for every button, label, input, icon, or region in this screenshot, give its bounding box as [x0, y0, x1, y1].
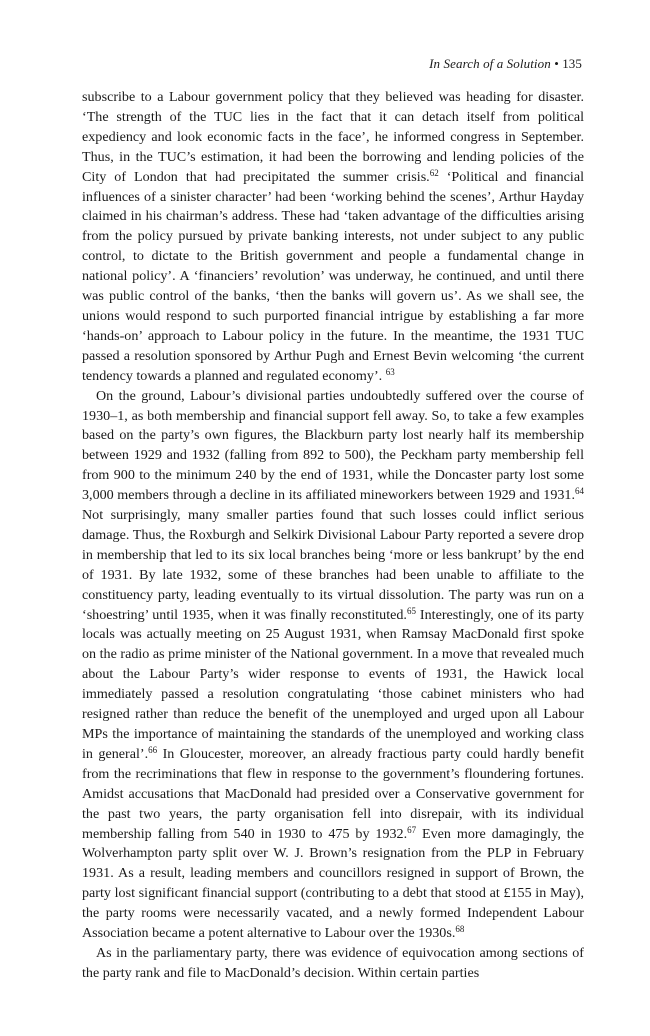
footnote-marker: 67: [407, 824, 417, 835]
text-run: On the ground, Labour’s divisional parties undoubtedly suffered over the course of 1930–1, as both membership and financial support fell away. So, to take a few examples based on the party’s own figures, the Blackburn party lost nearly half its membership between 1929 and 1932 (falling from 892 to 500), the Peckham party membership fell from 900 to the minimum 240 by the end of 1931, while the Doncaster party lost some 3,000 members through a decline in its affiliated mineworkers between 1929 and 1931.: [82, 387, 584, 504]
page-number: 135: [562, 56, 582, 71]
running-head: [429, 56, 582, 72]
footnote-marker: 63: [385, 366, 395, 377]
footnote-marker: 66: [148, 744, 158, 755]
footnote-marker: 62: [429, 167, 439, 178]
body-text: [82, 88, 584, 984]
footnote-marker: 68: [455, 924, 465, 935]
paragraph: [82, 88, 584, 387]
footnote-marker: 65: [406, 605, 416, 616]
text-run: Even more damagingly, the Wolverhampton party split over W. J. Brown’s resignation from the PLP in February 1931. As a result, leading members and councillors resigned in support of Brown, the party lost significant financial support (contributing to a debt that stood at £155 in May), the party rooms were necessarily vacated, and a newly formed Independent Labour Association became a potent alternative to Labour over the 1930s.: [82, 825, 584, 942]
footnote-marker: 64: [575, 486, 584, 497]
paragraph: [82, 387, 584, 944]
running-head-title: In Search of a Solution: [429, 56, 551, 71]
text-run: Not surprisingly, many smaller parties found that such losses could inflict serious damage. Thus, the Roxburgh and Selkirk Divisional Labour Party reported a severe drop in membership that led to its six local branches being ‘more or less bankrupt’ by the end of 1931. By late 1932, some of these branches had been unable to affiliate to the constituency party, leading eventually to its virtual dissolution. The party was run on a ‘shoestring’ until 1935, when it was finally reconstituted.: [82, 507, 584, 623]
text-run: ‘Political and financial influences of a sinister character’ had been ‘working behind the scenes’, Arthur Hayday claimed in his chairman’s address. These had ‘taken advantage of the difficulties arising from the policy pursued by private banking interests, not under subject to any public control, to dictate to the British government and people a fundamental change in national policy’. A ‘financiers’ revolution’ was underway, he continued, and until there was public control of the banks, ‘then the banks will govern us’. As we shall see, the unions would respond to such purported financial intrigue by establishing a far more ‘hands-on’ approach to Labour policy in the future. In the meantime, the 1931 TUC passed a resolution sponsored by Arthur Pugh and Ernest Bevin welcoming ‘the current tendency towards a planned and regulated economy’.: [82, 168, 584, 384]
text-run: subscribe to a Labour government policy that they believed was heading for disaster. ‘The strength of the TUC lies in the fact that it can detach itself from political expediency and look economic facts in the face’, he informed congress in September. Thus, in the TUC’s estimation, it had been the borrowing and lending policies of the City of London that had precipitated the summer crisis.: [82, 89, 584, 185]
text-run: As in the parliamentary party, there was evidence of equivocation among sections of the party rank and file to MacDonald’s decision. Within certain parties: [82, 944, 584, 981]
running-head-separator: •: [550, 56, 563, 71]
text-run: Interestingly, one of its party locals was actually meeting on 25 August 1931, when Ramsay MacDonald first spoke on the radio as prime minister of the National government. In a move that revealed much about the Labour Party’s wider response to events of 1931, the Hawick local immediately passed a resolution congratulating ‘those cabinet ministers who had resigned rather than reduce the benefit of the unemployed and urged upon all Labour MPs the importance of maintaining the standards of the unemployed and working class in general’.: [82, 606, 584, 762]
paragraph: [82, 944, 584, 984]
text-run: In Gloucester, moreover, an already fractious party could hardly benefit from the recriminations that flew in response to the government’s floundering fortunes. Amidst accusations that MacDonald had presided over a Conservative government for the past two years, the party organisation fell into disrepair, with its individual membership falling from 540 in 1930 to 475 by 1932.: [82, 745, 584, 842]
